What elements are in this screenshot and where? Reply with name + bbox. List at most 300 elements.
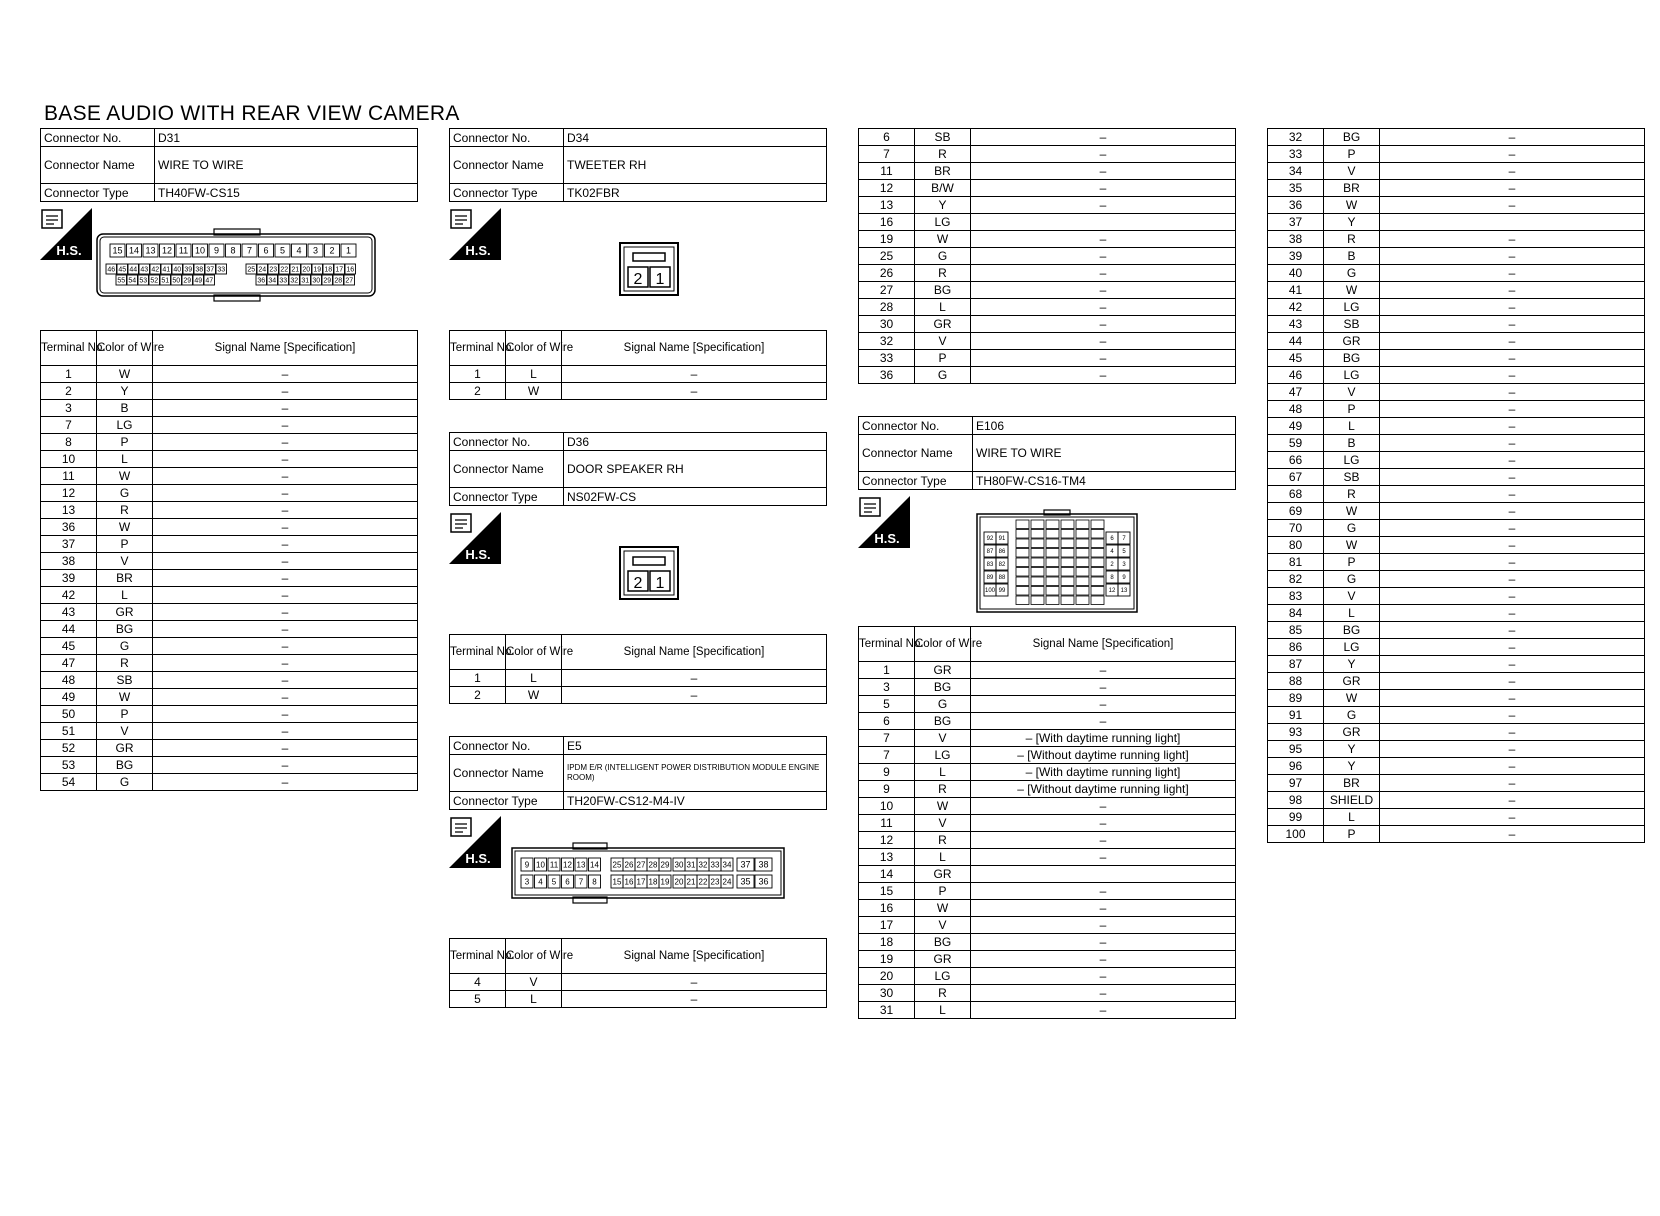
table-row [1268, 214, 1645, 231]
svg-text:29: 29 [183, 277, 192, 285]
svg-text:37: 37 [740, 859, 751, 870]
wire-color: W [97, 366, 153, 383]
svg-text:15: 15 [612, 877, 622, 887]
table-row [1268, 265, 1645, 282]
signal-name: – [153, 757, 418, 774]
connector-d34-terminal-table [449, 330, 827, 400]
connector-pin [1031, 577, 1044, 586]
svg-text:21: 21 [291, 266, 300, 274]
signal-header: Signal Name [Specification] [971, 627, 1236, 662]
connector-pin [548, 875, 560, 888]
connector-pin [1061, 587, 1074, 596]
svg-text:33: 33 [217, 266, 226, 274]
wire-color: P [1324, 554, 1380, 571]
connector-no-value: D34 [564, 129, 827, 147]
connector-pin [1106, 584, 1118, 596]
table-row [41, 502, 418, 519]
wire-color: L [1324, 605, 1380, 622]
connector-pin [116, 275, 127, 285]
svg-text:1: 1 [655, 575, 665, 592]
signal-name: – [562, 366, 827, 383]
svg-text:29: 29 [323, 277, 332, 285]
connector-pin [267, 275, 278, 285]
signal-name: – [1380, 129, 1645, 146]
table-row [1268, 129, 1645, 146]
wire-color: V [97, 553, 153, 570]
table-row [1268, 231, 1645, 248]
connector-pin [984, 584, 996, 596]
table-row [1268, 316, 1645, 333]
svg-text:10: 10 [536, 860, 545, 870]
signal-name: – [971, 282, 1236, 299]
svg-text:39: 39 [184, 266, 193, 274]
terminal-no: 19 [859, 231, 915, 248]
table-row [1268, 401, 1645, 418]
signal-header: Signal Name [Specification] [562, 331, 827, 366]
connector-pin [1061, 596, 1074, 605]
svg-text:2: 2 [633, 575, 643, 592]
table-row [41, 672, 418, 689]
connector-pin [1016, 558, 1029, 567]
terminal-no: 1 [450, 670, 506, 687]
table-row [450, 991, 827, 1008]
terminal-no: 4 [450, 974, 506, 991]
connector-no-label: Connector No. [450, 737, 564, 755]
connector-pin [1061, 549, 1074, 558]
table-row [1268, 775, 1645, 792]
signal-name: – [1380, 809, 1645, 826]
terminal-no: 3 [41, 400, 97, 417]
connector-pin [171, 275, 182, 285]
signal-name: – [1380, 163, 1645, 180]
wire-color: P [97, 434, 153, 451]
signal-name [971, 214, 1236, 231]
terminal-no: 68 [1268, 486, 1324, 503]
svg-text:18: 18 [324, 266, 333, 274]
terminal-no: 10 [859, 798, 915, 815]
terminal-no: 87 [1268, 656, 1324, 673]
svg-text:38: 38 [195, 266, 204, 274]
table-row [1268, 367, 1645, 384]
table-row [1268, 333, 1645, 350]
connector-pin [1016, 587, 1029, 596]
connector-pin [1046, 539, 1059, 548]
svg-text:21: 21 [686, 877, 696, 887]
connector-no-value: E106 [973, 417, 1236, 435]
connector-pin [1076, 558, 1089, 567]
svg-text:8: 8 [1110, 575, 1114, 582]
table-row [859, 679, 1236, 696]
svg-text:16: 16 [624, 877, 634, 887]
svg-text:30: 30 [674, 860, 684, 870]
connector-pin [1091, 596, 1104, 605]
wire-color: LG [915, 747, 971, 764]
table-row [41, 383, 418, 400]
connector-d34 [449, 128, 827, 400]
svg-text:3: 3 [524, 877, 530, 887]
connector-d31-diagram [40, 202, 418, 330]
connector-pin [1016, 539, 1029, 548]
signal-name: – [562, 974, 827, 991]
svg-text:6: 6 [263, 245, 269, 256]
signal-name: – [153, 536, 418, 553]
signal-name: – [971, 231, 1236, 248]
signal-name: – [153, 553, 418, 570]
svg-text:1: 1 [655, 271, 665, 288]
signal-name: – [971, 129, 1236, 146]
signal-name: – [153, 655, 418, 672]
connector-pin [1046, 558, 1059, 567]
connector-pin [246, 264, 257, 274]
terminal-no: 17 [859, 917, 915, 934]
wire-color: V [1324, 384, 1380, 401]
wire-color: SHIELD [1324, 792, 1380, 809]
terminal-no: 7 [41, 417, 97, 434]
table-row [859, 900, 1236, 917]
connector-pin [1046, 530, 1059, 539]
terminal-no: 2 [450, 383, 506, 400]
connector-e106-info [858, 416, 1236, 490]
svg-text:9: 9 [1122, 575, 1126, 582]
signal-name: – [153, 468, 418, 485]
terminal-no: 6 [859, 129, 915, 146]
connector-pin [257, 264, 268, 274]
connector-pin [268, 264, 279, 274]
signal-name: – [971, 917, 1236, 934]
table-row [41, 604, 418, 621]
signal-name: – [971, 679, 1236, 696]
wire-color: P [97, 536, 153, 553]
svg-text:4: 4 [296, 245, 302, 256]
signal-name: – [Without daytime running light] [971, 747, 1236, 764]
wire-color: W [97, 519, 153, 536]
wire-color: GR [915, 866, 971, 883]
connector-pin [182, 275, 193, 285]
connector-no-label: Connector No. [859, 417, 973, 435]
connector-pin [984, 532, 996, 544]
svg-text:H.S.: H.S. [465, 851, 491, 866]
wire-color: BR [1324, 775, 1380, 792]
table-row [1268, 384, 1645, 401]
wire-color: BG [915, 679, 971, 696]
connector-pin [647, 875, 659, 888]
signal-name: – [971, 951, 1236, 968]
connector-pin [323, 264, 334, 274]
connector-e5-diagram [449, 810, 827, 938]
table-row [1268, 418, 1645, 435]
signal-name: – [1380, 639, 1645, 656]
terminal-no: 46 [1268, 367, 1324, 384]
signal-name: – [1380, 758, 1645, 775]
signal-name: – [971, 985, 1236, 1002]
connector-no-label: Connector No. [450, 433, 564, 451]
terminal-no: 48 [1268, 401, 1324, 418]
terminal-no: 37 [1268, 214, 1324, 231]
wire-color: B/W [915, 180, 971, 197]
svg-text:8: 8 [592, 877, 597, 887]
signal-name: – [971, 367, 1236, 384]
wire-color: W [915, 900, 971, 917]
terminal-no: 19 [859, 951, 915, 968]
wire-color: LG [1324, 299, 1380, 316]
table-row [859, 985, 1236, 1002]
terminal-no-header: Terminal No. [41, 331, 97, 366]
connector-pin [1106, 571, 1118, 583]
terminal-no: 11 [41, 468, 97, 485]
connector-pin [1061, 558, 1074, 567]
svg-text:15: 15 [112, 245, 123, 256]
connector-pin [685, 875, 697, 888]
svg-text:54: 54 [128, 277, 137, 285]
signal-header: Signal Name [Specification] [562, 939, 827, 974]
wire-color: LG [915, 968, 971, 985]
terminal-no: 82 [1268, 571, 1324, 588]
wire-color: BG [915, 934, 971, 951]
terminal-no: 13 [41, 502, 97, 519]
connector-pin [1016, 520, 1029, 529]
connector-d31-terminal-table-continued [858, 128, 1236, 384]
signal-name: – [971, 968, 1236, 985]
connector-pin [311, 275, 322, 285]
table-row [859, 163, 1236, 180]
svg-text:27: 27 [636, 860, 646, 870]
wire-color: V [97, 723, 153, 740]
svg-text:28: 28 [648, 860, 658, 870]
wire-color: GR [1324, 673, 1380, 690]
signal-name: – [1380, 384, 1645, 401]
svg-text:89: 89 [986, 575, 994, 582]
svg-text:25: 25 [247, 266, 256, 274]
svg-text:24: 24 [722, 877, 732, 887]
table-row [859, 265, 1236, 282]
terminal-no-header: Terminal No. [859, 627, 915, 662]
signal-name: – [971, 316, 1236, 333]
signal-name: – [1380, 231, 1645, 248]
connector-pin [278, 275, 289, 285]
wire-color: R [97, 502, 153, 519]
signal-name: – [1380, 554, 1645, 571]
signal-name: – [1380, 265, 1645, 282]
connector-pin [548, 858, 560, 871]
connector-type-label: Connector Type [450, 488, 564, 506]
svg-text:24: 24 [258, 266, 267, 274]
signal-name: – [1380, 622, 1645, 639]
terminal-no: 2 [41, 383, 97, 400]
signal-name: – [971, 180, 1236, 197]
terminal-no: 32 [859, 333, 915, 350]
signal-name: – [1380, 435, 1645, 452]
harness-side-icon [449, 512, 501, 564]
terminal-no: 84 [1268, 605, 1324, 622]
connector-pin [575, 875, 587, 888]
table-row [1268, 486, 1645, 503]
wire-color: G [915, 696, 971, 713]
terminal-no: 27 [859, 282, 915, 299]
connector-type-label: Connector Type [41, 184, 155, 202]
svg-text:35: 35 [740, 876, 751, 887]
table-row [859, 883, 1236, 900]
connector-pin [635, 875, 647, 888]
signal-name: – [971, 696, 1236, 713]
signal-name: – [153, 740, 418, 757]
wire-color: R [97, 655, 153, 672]
connector-pin [106, 264, 117, 274]
connector-pin [1118, 558, 1130, 570]
wire-color: BR [1324, 180, 1380, 197]
signal-name: – [562, 383, 827, 400]
connector-pin [1106, 532, 1118, 544]
terminal-no: 85 [1268, 622, 1324, 639]
terminal-no: 41 [1268, 282, 1324, 299]
connector-e106-diagram [858, 490, 1236, 626]
wire-color: L [506, 670, 562, 687]
terminal-no: 3 [859, 679, 915, 696]
connector-pin [275, 244, 290, 257]
terminal-no: 7 [859, 747, 915, 764]
table-row [41, 706, 418, 723]
wire-color: Y [97, 383, 153, 400]
connector-d34-diagram [449, 202, 827, 330]
wire-color: L [97, 451, 153, 468]
connector-name-value: IPDM E/R (INTELLIGENT POWER DISTRIBUTION MODULE ENGINE ROOM) [564, 755, 827, 792]
terminal-no: 8 [41, 434, 97, 451]
table-row [859, 968, 1236, 985]
terminal-no: 89 [1268, 690, 1324, 707]
terminal-no: 39 [1268, 248, 1324, 265]
signal-name: – [1380, 418, 1645, 435]
connector-pin [1031, 587, 1044, 596]
signal-name: – [153, 451, 418, 468]
svg-text:4: 4 [538, 877, 543, 887]
svg-text:17: 17 [335, 266, 344, 274]
connector-pin [161, 264, 172, 274]
connector-pin [1031, 530, 1044, 539]
terminal-no: 47 [1268, 384, 1324, 401]
connector-e5-info [449, 736, 827, 810]
connector-name-value: DOOR SPEAKER RH [564, 451, 827, 488]
table-row [450, 974, 827, 991]
wire-color: GR [915, 662, 971, 679]
connector-pin [128, 264, 139, 274]
wire-color: BG [915, 282, 971, 299]
signal-name: – [153, 383, 418, 400]
connector-pin [721, 875, 733, 888]
signal-name: – [971, 713, 1236, 730]
table-row [1268, 707, 1645, 724]
wire-color: W [506, 687, 562, 704]
terminal-no: 36 [1268, 197, 1324, 214]
connector-pin [647, 858, 659, 871]
connector-pin [1106, 558, 1118, 570]
table-row [1268, 656, 1645, 673]
connector-pin [1091, 539, 1104, 548]
connector-pin [996, 532, 1008, 544]
svg-text:33: 33 [710, 860, 720, 870]
wire-color: G [1324, 520, 1380, 537]
terminal-no: 12 [859, 832, 915, 849]
connector-pin [204, 275, 215, 285]
signal-name: – [1380, 503, 1645, 520]
svg-text:2: 2 [633, 271, 643, 288]
signal-name: – [971, 333, 1236, 350]
wire-color: G [97, 485, 153, 502]
table-row [859, 815, 1236, 832]
connector-pin [334, 264, 345, 274]
connector-d34-face [619, 242, 681, 298]
harness-side-icon [449, 208, 501, 260]
wire-color: W [506, 383, 562, 400]
svg-text:1: 1 [345, 245, 352, 256]
signal-name: – [153, 400, 418, 417]
column-3 [858, 128, 1236, 1019]
connector-pin [521, 858, 533, 871]
signal-name: – [153, 638, 418, 655]
connector-pin [160, 275, 171, 285]
signal-name: – [1380, 316, 1645, 333]
svg-text:91: 91 [998, 536, 1006, 543]
svg-text:46: 46 [107, 266, 116, 274]
svg-text:100: 100 [984, 588, 996, 595]
signal-name: – [1380, 792, 1645, 809]
wire-color: W [1324, 197, 1380, 214]
terminal-no: 15 [859, 883, 915, 900]
terminal-no: 30 [859, 316, 915, 333]
svg-text:36: 36 [257, 277, 266, 285]
connector-d36-face [619, 546, 681, 602]
svg-text:13: 13 [145, 245, 156, 256]
table-row [1268, 690, 1645, 707]
connector-pin [709, 875, 721, 888]
wire-color: L [915, 764, 971, 781]
signal-name: – [971, 849, 1236, 866]
connector-pin [143, 244, 158, 257]
signal-name: – [1380, 401, 1645, 418]
connector-pin [1031, 539, 1044, 548]
connector-type-value: TH80FW-CS16-TM4 [973, 472, 1236, 490]
connector-pin [1046, 596, 1059, 605]
wire-color: G [97, 638, 153, 655]
svg-text:6: 6 [565, 877, 570, 887]
color-header: Color of Wire [97, 331, 153, 366]
wire-color: LG [1324, 367, 1380, 384]
wire-color: L [1324, 418, 1380, 435]
svg-text:53: 53 [139, 277, 148, 285]
table-row [1268, 248, 1645, 265]
terminal-no: 38 [41, 553, 97, 570]
table-row [450, 687, 827, 704]
table-row [859, 781, 1236, 798]
table-row [41, 638, 418, 655]
connector-d36 [449, 432, 827, 704]
connector-d31 [40, 128, 418, 791]
wire-color: SB [1324, 316, 1380, 333]
table-row [41, 417, 418, 434]
signal-name: – [153, 417, 418, 434]
signal-name: – [1380, 707, 1645, 724]
connector-pin [259, 244, 274, 257]
wire-color: G [1324, 571, 1380, 588]
svg-text:40: 40 [173, 266, 182, 274]
terminal-no: 66 [1268, 452, 1324, 469]
wire-color: BG [97, 621, 153, 638]
table-row [859, 129, 1236, 146]
color-header: Color of Wire [506, 939, 562, 974]
table-row [41, 451, 418, 468]
connector-d36-info [449, 432, 827, 506]
connector-pin [290, 264, 301, 274]
connector-pin [737, 858, 754, 871]
terminal-no: 39 [41, 570, 97, 587]
